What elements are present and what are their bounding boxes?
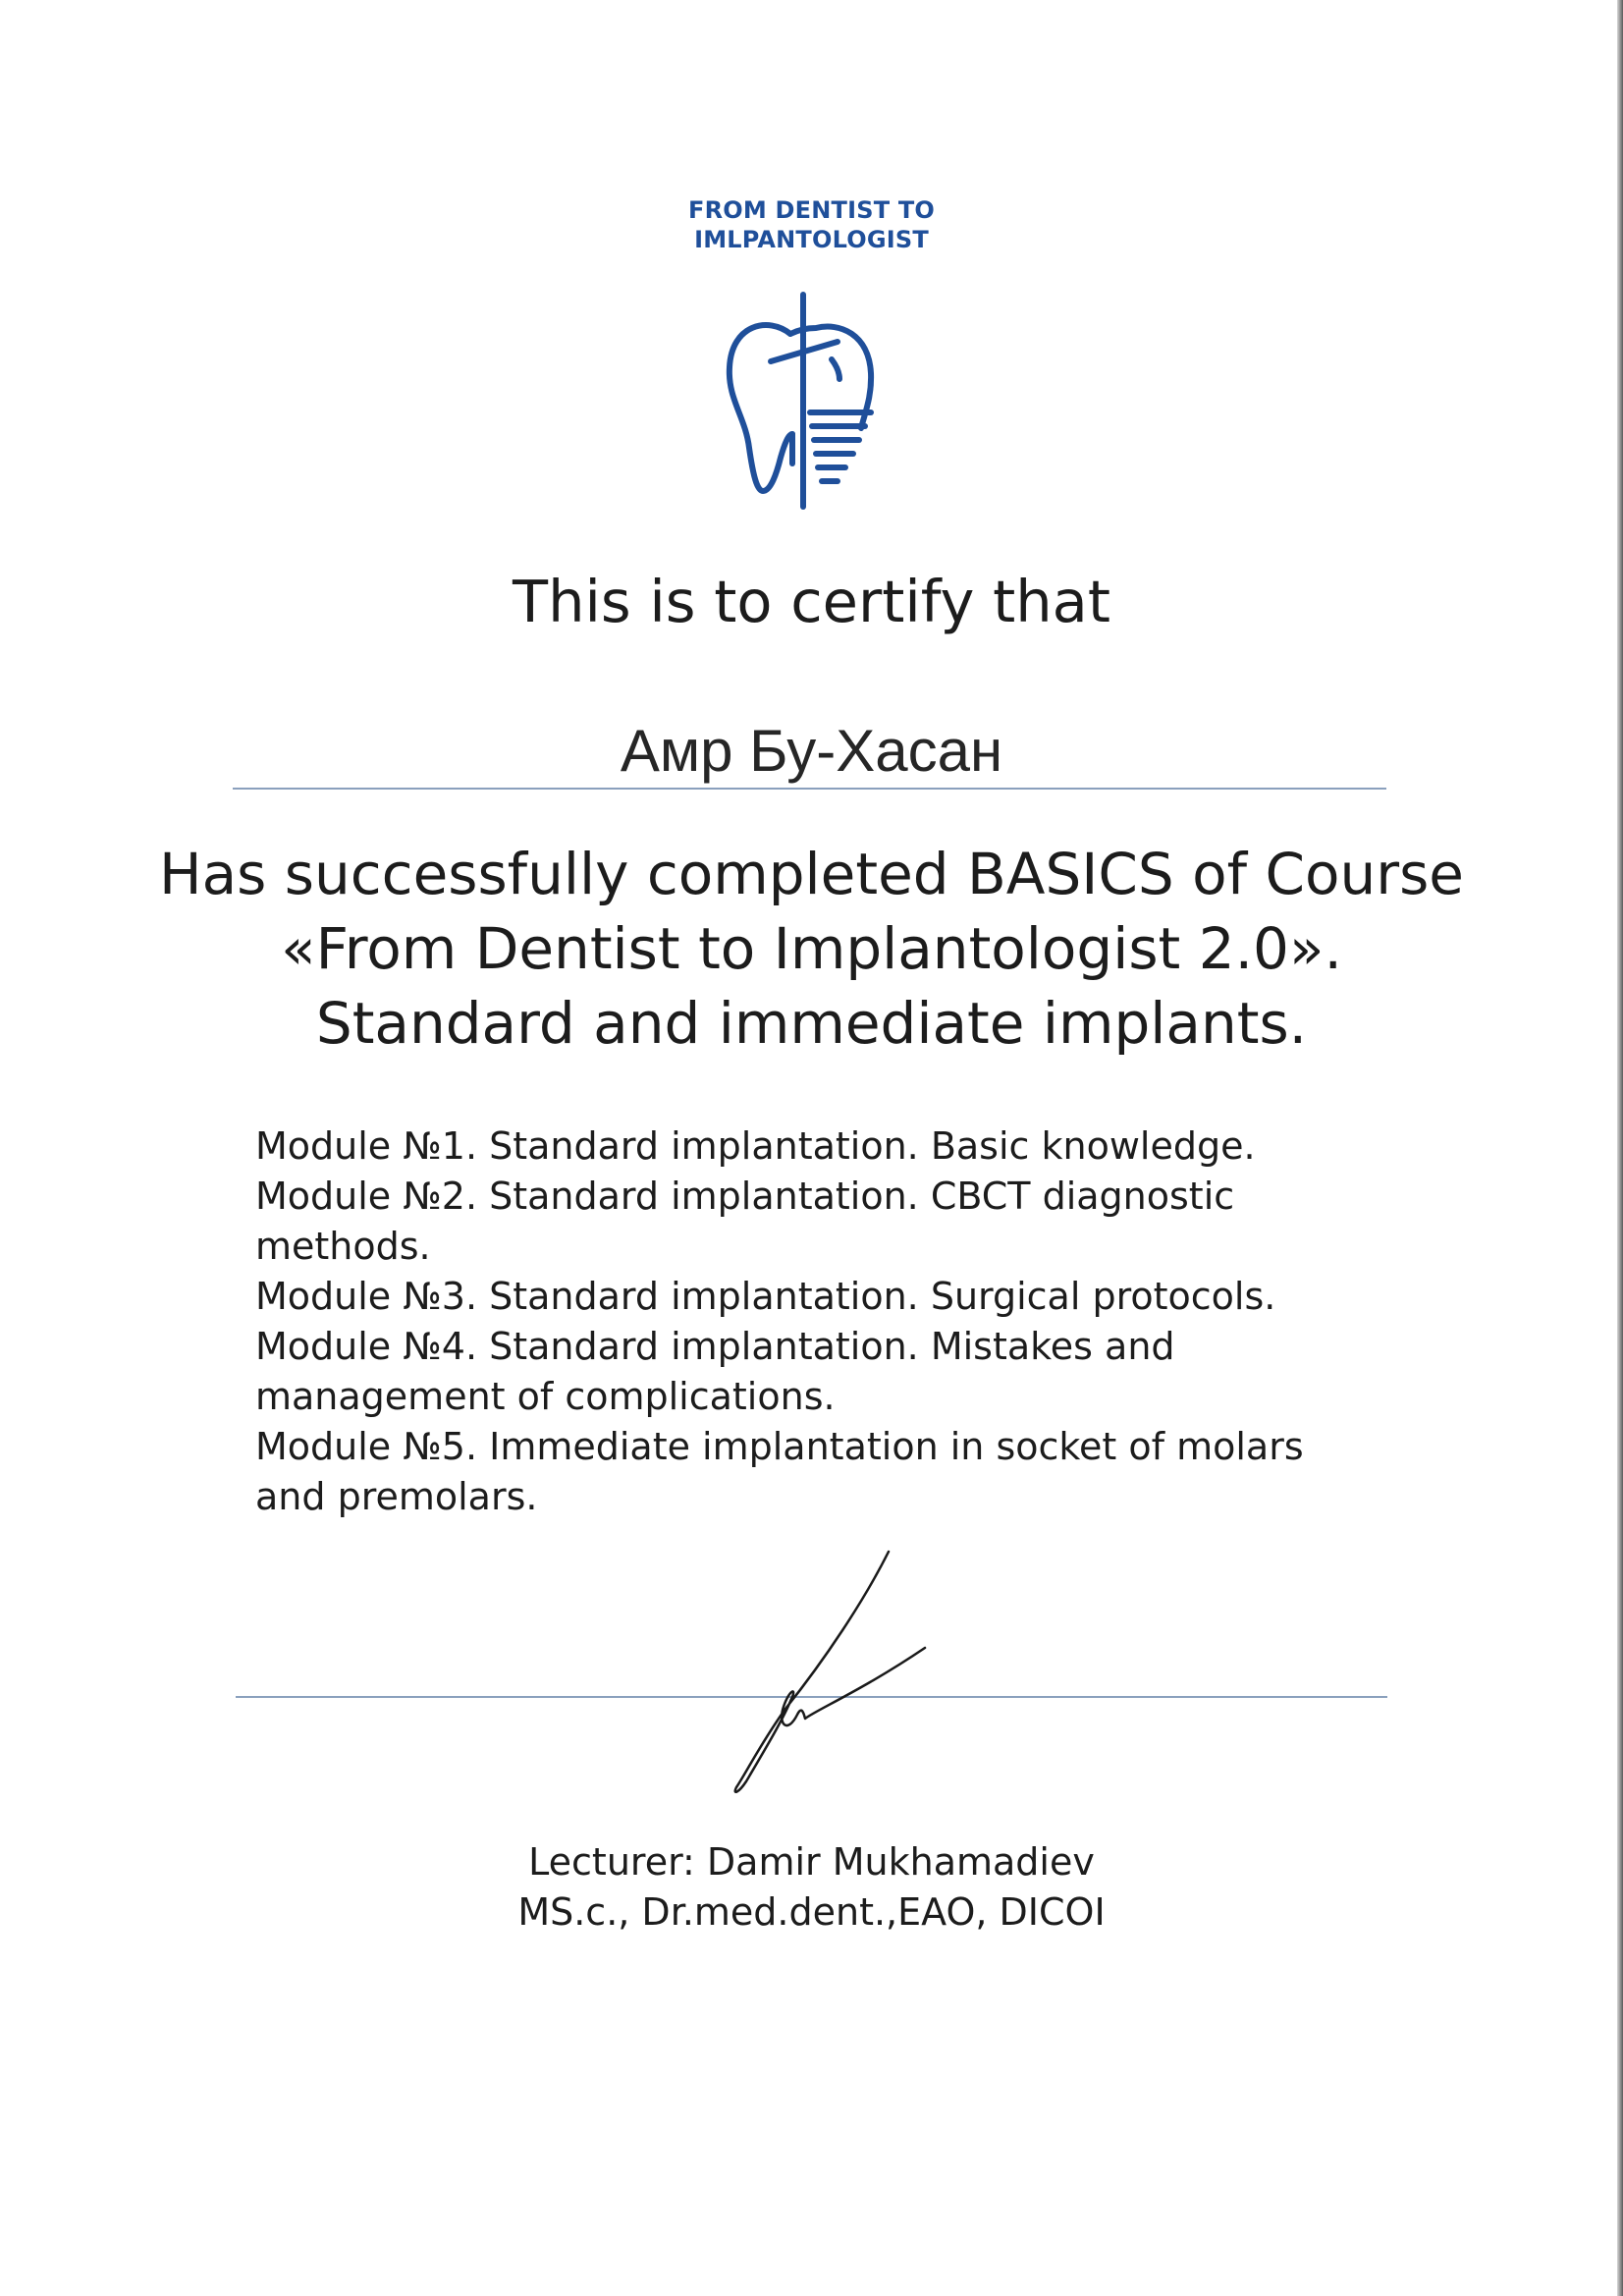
lecturer-name: Lecturer: Damir Mukhamadiev [528,1840,1095,1884]
module-2-continued: methods. [255,1225,431,1268]
name-underline [233,788,1386,790]
module-5: Module №5. Immediate implantation in socket of molars [255,1425,1304,1468]
completion-line-1: Has successfully completed BASICS of Course [159,841,1464,907]
module-3: Module №3. Standard implantation. Surgical protocols. [255,1275,1276,1318]
lecturer-credentials: MS.c., Dr.med.dent.,EAO, DICOI [517,1890,1106,1934]
module-5-continued: and premolars. [255,1475,538,1518]
recipient-name: Амр Бу-Хасан [620,718,1003,784]
scan-edge [1617,0,1623,2296]
tooth-implant-icon [722,291,889,512]
brand-title-line2: IMLPANTOLOGIST [694,226,929,253]
module-4-continued: management of complications. [255,1375,836,1418]
brand-title-line1: FROM DENTIST TO [687,196,935,224]
handwritten-signature [668,1542,962,1807]
completion-course-title: «From Dentist to Implantologist 2.0». [281,915,1342,982]
certify-heading: This is to certify that [513,568,1110,635]
module-2: Module №2. Standard implantation. CBCT diagnostic [255,1175,1235,1218]
module-4: Module №4. Standard implantation. Mistakes and [255,1325,1175,1368]
completion-line-3: Standard and immediate implants. [315,990,1308,1057]
module-1: Module №1. Standard implantation. Basic knowledge. [255,1124,1256,1168]
